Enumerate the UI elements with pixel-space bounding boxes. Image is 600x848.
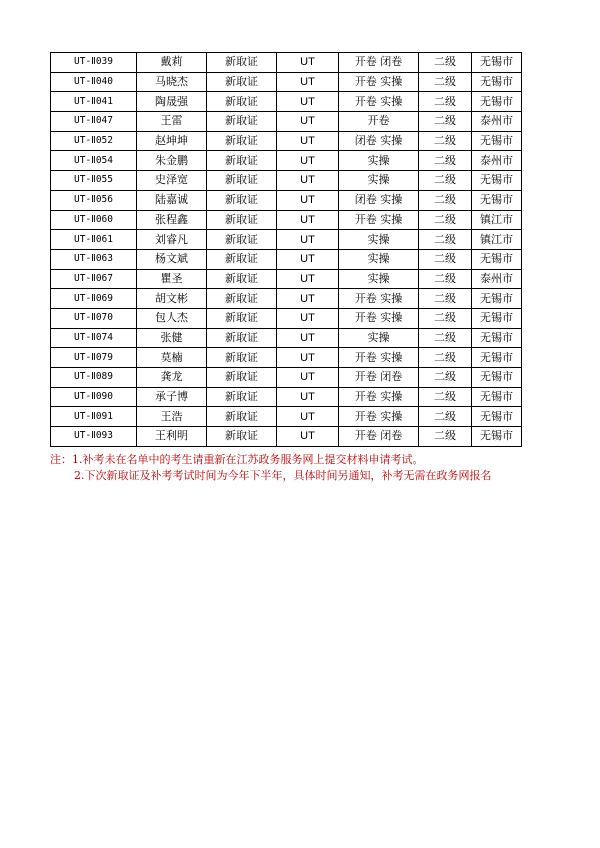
cert-code-cell: UT-Ⅱ090 xyxy=(51,387,137,407)
city-cell: 泰州市 xyxy=(472,112,522,132)
note-prefix: 注： xyxy=(50,453,72,466)
type-cell: 新取证 xyxy=(207,92,277,112)
level-cell: 二级 xyxy=(419,249,472,269)
note-line-1 xyxy=(50,452,590,468)
type-cell: 新取证 xyxy=(207,210,277,230)
cert-code-cell: UT-Ⅱ067 xyxy=(51,269,137,289)
method-cell: UT xyxy=(277,427,339,447)
name-cell: 王利明 xyxy=(137,427,207,447)
level-cell: 二级 xyxy=(419,407,472,427)
method-cell: UT xyxy=(277,387,339,407)
name-cell: 王浩 xyxy=(137,407,207,427)
cert-code-cell: UT-Ⅱ040 xyxy=(51,72,137,92)
level-cell: 二级 xyxy=(419,151,472,171)
cert-code-cell: UT-Ⅱ060 xyxy=(51,210,137,230)
table-row xyxy=(51,308,522,328)
name-cell: 瞿圣 xyxy=(137,269,207,289)
cert-code-cell: UT-Ⅱ055 xyxy=(51,171,137,191)
exam-candidates-table xyxy=(50,52,522,447)
name-cell: 承子博 xyxy=(137,387,207,407)
table-row xyxy=(51,210,522,230)
table-row xyxy=(51,348,522,368)
type-cell: 新取证 xyxy=(207,171,277,191)
method-cell: UT xyxy=(277,407,339,427)
cert-code-cell: UT-Ⅱ052 xyxy=(51,131,137,151)
city-cell: 泰州市 xyxy=(472,269,522,289)
table-row xyxy=(51,387,522,407)
subjects-cell: 开卷 实操 xyxy=(339,387,419,407)
city-cell: 无锡市 xyxy=(472,368,522,388)
cert-code-cell: UT-Ⅱ093 xyxy=(51,427,137,447)
cert-code-cell: UT-Ⅱ056 xyxy=(51,190,137,210)
note-text-1: 1.补考未在名单中的考生请重新在江苏政务服务网上提交材料申请考试。 xyxy=(72,453,424,466)
table-row xyxy=(51,269,522,289)
city-cell: 无锡市 xyxy=(472,427,522,447)
level-cell: 二级 xyxy=(419,269,472,289)
level-cell: 二级 xyxy=(419,230,472,250)
level-cell: 二级 xyxy=(419,289,472,309)
subjects-cell: 实操 xyxy=(339,269,419,289)
city-cell: 镇江市 xyxy=(472,230,522,250)
type-cell: 新取证 xyxy=(207,289,277,309)
subjects-cell: 实操 xyxy=(339,171,419,191)
subjects-cell: 实操 xyxy=(339,328,419,348)
table-row xyxy=(51,131,522,151)
subjects-cell: 开卷 闭卷 xyxy=(339,368,419,388)
level-cell: 二级 xyxy=(419,387,472,407)
type-cell: 新取证 xyxy=(207,407,277,427)
table-row xyxy=(51,171,522,191)
method-cell: UT xyxy=(277,112,339,132)
type-cell: 新取证 xyxy=(207,308,277,328)
subjects-cell: 实操 xyxy=(339,249,419,269)
subjects-cell: 开卷 实操 xyxy=(339,210,419,230)
city-cell: 无锡市 xyxy=(472,289,522,309)
cert-code-cell: UT-Ⅱ041 xyxy=(51,92,137,112)
method-cell: UT xyxy=(277,53,339,73)
subjects-cell: 开卷 实操 xyxy=(339,348,419,368)
subjects-cell: 开卷 实操 xyxy=(339,289,419,309)
type-cell: 新取证 xyxy=(207,328,277,348)
city-cell: 无锡市 xyxy=(472,171,522,191)
subjects-cell: 实操 xyxy=(339,230,419,250)
subjects-cell: 实操 xyxy=(339,151,419,171)
name-cell: 陶晟强 xyxy=(137,92,207,112)
table-row xyxy=(51,230,522,250)
type-cell: 新取证 xyxy=(207,368,277,388)
name-cell: 杨文斌 xyxy=(137,249,207,269)
level-cell: 二级 xyxy=(419,131,472,151)
method-cell: UT xyxy=(277,210,339,230)
level-cell: 二级 xyxy=(419,348,472,368)
level-cell: 二级 xyxy=(419,210,472,230)
method-cell: UT xyxy=(277,190,339,210)
name-cell: 戴莉 xyxy=(137,53,207,73)
method-cell: UT xyxy=(277,249,339,269)
level-cell: 二级 xyxy=(419,112,472,132)
city-cell: 无锡市 xyxy=(472,308,522,328)
cert-code-cell: UT-Ⅱ063 xyxy=(51,249,137,269)
method-cell: UT xyxy=(277,368,339,388)
table-row xyxy=(51,72,522,92)
name-cell: 莫楠 xyxy=(137,348,207,368)
city-cell: 无锡市 xyxy=(472,72,522,92)
type-cell: 新取证 xyxy=(207,131,277,151)
level-cell: 二级 xyxy=(419,72,472,92)
city-cell: 无锡市 xyxy=(472,190,522,210)
subjects-cell: 闭卷 实操 xyxy=(339,190,419,210)
name-cell: 龚龙 xyxy=(137,368,207,388)
table-row xyxy=(51,407,522,427)
method-cell: UT xyxy=(277,308,339,328)
city-cell: 镇江市 xyxy=(472,210,522,230)
name-cell: 史泽宽 xyxy=(137,171,207,191)
name-cell: 包人杰 xyxy=(137,308,207,328)
subjects-cell: 开卷 xyxy=(339,112,419,132)
type-cell: 新取证 xyxy=(207,249,277,269)
subjects-cell: 闭卷 实操 xyxy=(339,131,419,151)
name-cell: 朱金鹏 xyxy=(137,151,207,171)
city-cell: 无锡市 xyxy=(472,92,522,112)
method-cell: UT xyxy=(277,348,339,368)
city-cell: 无锡市 xyxy=(472,407,522,427)
method-cell: UT xyxy=(277,131,339,151)
cert-code-cell: UT-Ⅱ089 xyxy=(51,368,137,388)
method-cell: UT xyxy=(277,328,339,348)
subjects-cell: 开卷 实操 xyxy=(339,92,419,112)
subjects-cell: 开卷 闭卷 xyxy=(339,427,419,447)
subjects-cell: 开卷 闭卷 xyxy=(339,53,419,73)
city-cell: 无锡市 xyxy=(472,131,522,151)
type-cell: 新取证 xyxy=(207,387,277,407)
table-body xyxy=(51,53,522,447)
city-cell: 泰州市 xyxy=(472,151,522,171)
name-cell: 刘睿凡 xyxy=(137,230,207,250)
level-cell: 二级 xyxy=(419,328,472,348)
table-row xyxy=(51,151,522,171)
city-cell: 无锡市 xyxy=(472,328,522,348)
type-cell: 新取证 xyxy=(207,53,277,73)
name-cell: 张程鑫 xyxy=(137,210,207,230)
method-cell: UT xyxy=(277,230,339,250)
note-line-2: 2.下次新取证及补考考试时间为今年下半年，具体时间另通知，补考无需在政务网报名 xyxy=(74,469,492,482)
table-row xyxy=(51,53,522,73)
level-cell: 二级 xyxy=(419,190,472,210)
type-cell: 新取证 xyxy=(207,427,277,447)
level-cell: 二级 xyxy=(419,53,472,73)
table-row xyxy=(51,427,522,447)
cert-code-cell: UT-Ⅱ039 xyxy=(51,53,137,73)
cert-code-cell: UT-Ⅱ074 xyxy=(51,328,137,348)
table-row xyxy=(51,368,522,388)
name-cell: 胡文彬 xyxy=(137,289,207,309)
cert-code-cell: UT-Ⅱ047 xyxy=(51,112,137,132)
type-cell: 新取证 xyxy=(207,230,277,250)
level-cell: 二级 xyxy=(419,308,472,328)
subjects-cell: 开卷 实操 xyxy=(339,407,419,427)
city-cell: 无锡市 xyxy=(472,348,522,368)
cert-code-cell: UT-Ⅱ091 xyxy=(51,407,137,427)
type-cell: 新取证 xyxy=(207,151,277,171)
type-cell: 新取证 xyxy=(207,112,277,132)
type-cell: 新取证 xyxy=(207,72,277,92)
cert-code-cell: UT-Ⅱ061 xyxy=(51,230,137,250)
type-cell: 新取证 xyxy=(207,348,277,368)
method-cell: UT xyxy=(277,289,339,309)
name-cell: 马晓杰 xyxy=(137,72,207,92)
city-cell: 无锡市 xyxy=(472,249,522,269)
name-cell: 王雷 xyxy=(137,112,207,132)
name-cell: 陆嘉诚 xyxy=(137,190,207,210)
cert-code-cell: UT-Ⅱ070 xyxy=(51,308,137,328)
level-cell: 二级 xyxy=(419,427,472,447)
method-cell: UT xyxy=(277,72,339,92)
table-row xyxy=(51,92,522,112)
type-cell: 新取证 xyxy=(207,269,277,289)
method-cell: UT xyxy=(277,151,339,171)
subjects-cell: 开卷 实操 xyxy=(339,308,419,328)
method-cell: UT xyxy=(277,269,339,289)
name-cell: 张健 xyxy=(137,328,207,348)
table-row xyxy=(51,249,522,269)
subjects-cell: 开卷 实操 xyxy=(339,72,419,92)
city-cell: 无锡市 xyxy=(472,387,522,407)
table-row xyxy=(51,328,522,348)
name-cell: 赵坤坤 xyxy=(137,131,207,151)
level-cell: 二级 xyxy=(419,171,472,191)
table-row xyxy=(51,190,522,210)
cert-code-cell: UT-Ⅱ069 xyxy=(51,289,137,309)
method-cell: UT xyxy=(277,92,339,112)
city-cell: 无锡市 xyxy=(472,53,522,73)
notes-block xyxy=(50,452,590,484)
level-cell: 二级 xyxy=(419,92,472,112)
method-cell: UT xyxy=(277,171,339,191)
cert-code-cell: UT-Ⅱ079 xyxy=(51,348,137,368)
exam-list-sheet xyxy=(50,52,521,447)
table-row xyxy=(51,112,522,132)
table-row xyxy=(51,289,522,309)
level-cell: 二级 xyxy=(419,368,472,388)
type-cell: 新取证 xyxy=(207,190,277,210)
cert-code-cell: UT-Ⅱ054 xyxy=(51,151,137,171)
